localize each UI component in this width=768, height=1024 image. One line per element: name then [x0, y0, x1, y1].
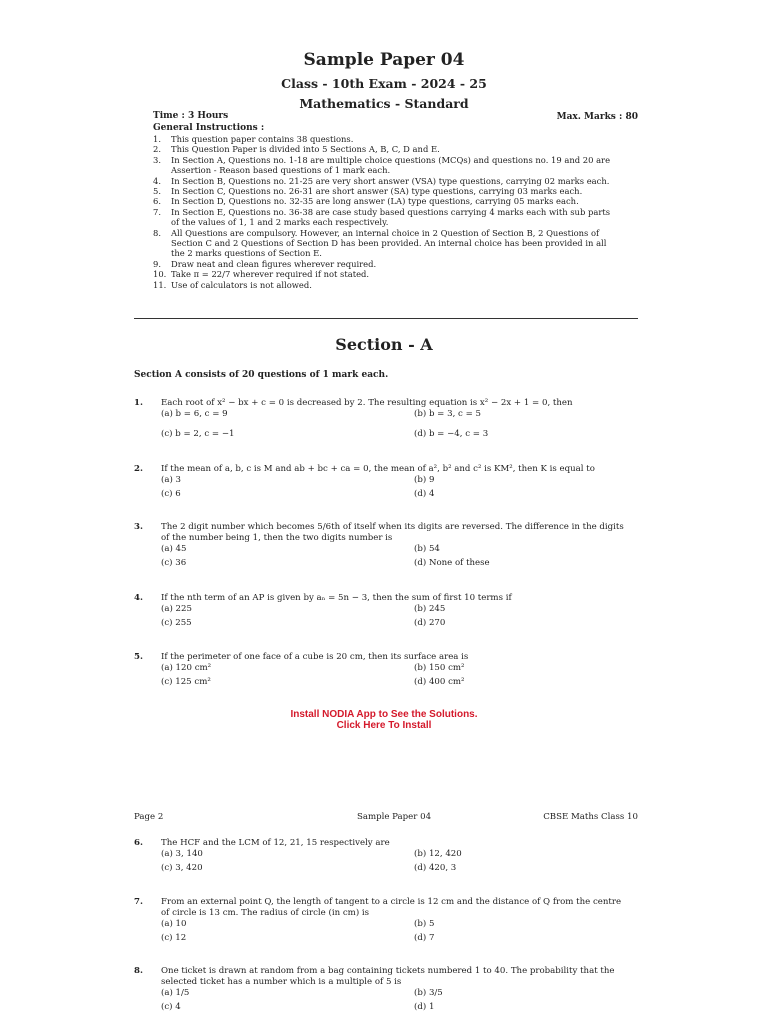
answer-option[interactable]: (b) 245 [414, 604, 446, 614]
answer-option[interactable]: (c) 12 [161, 933, 187, 943]
instruction-line [153, 165, 610, 175]
instruction-text: Assertion - Reason based questions of 1 mark each. [171, 165, 391, 176]
answer-option[interactable]: (b) 5 [414, 919, 435, 929]
instruction-line [153, 144, 610, 154]
answer-option[interactable]: (d) 1 [414, 1002, 435, 1012]
instruction-number: 9. [153, 258, 161, 269]
instruction-number: 10. [153, 269, 167, 280]
answer-option[interactable]: (a) 3 [161, 475, 182, 485]
instruction-line [153, 155, 610, 165]
instruction-text: In Section D, Questions no. 32-35 are long answer (LA) type questions, carrying 05 marks each. [171, 196, 579, 207]
instruction-text: This question paper contains 38 questions. [171, 134, 354, 144]
question-text: If the perimeter of one face of a cube is 20 cm, then its surface area is [161, 652, 469, 662]
question-number: 7. [134, 897, 143, 907]
instruction-text: Draw neat and clean figures wherever required. [171, 258, 377, 269]
instruction-number: 11. [153, 279, 167, 290]
answer-option[interactable]: (d) b = −4, c = 3 [414, 429, 489, 439]
instruction-text: of the values of 1, 1 and 2 marks each respectively. [171, 217, 389, 228]
divider [134, 318, 638, 319]
answer-option[interactable]: (a) 10 [161, 919, 187, 929]
instruction-text: All Questions are compulsory. However, an internal choice in 2 Question of Section B, 2 Questions of [171, 227, 600, 238]
answer-option[interactable]: (d) 4 [414, 489, 435, 499]
question-number: 2. [134, 464, 143, 474]
answer-option[interactable]: (d) 400 cm² [414, 677, 465, 687]
instruction-line [153, 176, 610, 186]
instruction-text: In Section A, Questions no. 1-18 are multiple choice questions (MCQs) and questions no. 19 and 20 are [171, 154, 611, 165]
answer-option[interactable]: (a) 1/5 [161, 988, 190, 998]
answer-option[interactable]: (d) 420, 3 [414, 863, 457, 873]
answer-option[interactable]: (b) 12, 420 [414, 849, 462, 859]
install-app-link[interactable] [0, 709, 768, 731]
instruction-number: 7. [153, 206, 161, 217]
instruction-line [153, 238, 610, 248]
instruction-line [153, 259, 610, 269]
instruction-line [153, 207, 610, 217]
section-note: Section A consists of 20 questions of 1 mark each. [134, 370, 389, 380]
answer-option[interactable]: (c) 4 [161, 1002, 181, 1012]
instruction-text: This Question Paper is divided into 5 Sections A, B, C, D and E. [171, 144, 440, 155]
instruction-text: the 2 marks questions of Section E. [171, 248, 322, 259]
question-text: Each root of x² − bx + c = 0 is decreased by 2. The resulting equation is x² − 2x + 1 = 0, then [161, 398, 573, 408]
question-text: of circle is 13 cm. The radius of circle (in cm) is [161, 908, 370, 918]
question-number: 1. [134, 398, 143, 408]
instruction-line [153, 134, 610, 144]
install-app-line1[interactable]: Install NODIA App to See the Solutions. [290, 709, 478, 720]
answer-option[interactable]: (a) 3, 140 [161, 849, 203, 859]
instruction-line [153, 186, 610, 196]
question-text: The HCF and the LCM of 12, 21, 15 respectively are [161, 838, 390, 848]
question-text: If the nth term of an AP is given by aₙ = 5n − 3, then the sum of first 10 terms if [161, 593, 512, 603]
instruction-line [153, 217, 610, 227]
answer-option[interactable]: (b) 9 [414, 475, 435, 485]
section-title: Section - A [335, 335, 433, 354]
instruction-text: Use of calculators is not allowed. [171, 279, 312, 290]
instruction-text: In Section E, Questions no. 36-38 are case study based questions carrying 4 marks each with sub parts [171, 206, 610, 217]
running-course: CBSE Maths Class 10 [543, 812, 638, 822]
answer-option[interactable]: (b) 3/5 [414, 988, 443, 998]
answer-option[interactable]: (c) 36 [161, 558, 187, 568]
instruction-line [153, 228, 610, 238]
answer-option[interactable]: (b) b = 3, c = 5 [414, 409, 481, 419]
question-text: The 2 digit number which becomes 5/6th of itself when its digits are reversed. The difference in the digits [161, 522, 624, 532]
instruction-line [153, 269, 610, 279]
instruction-number: 3. [153, 154, 161, 165]
answer-option[interactable]: (d) 270 [414, 618, 446, 628]
instruction-line [153, 280, 610, 290]
install-app-line2[interactable]: Click Here To Install [336, 720, 432, 731]
question-text: If the mean of a, b, c is M and ab + bc + ca = 0, the mean of a², b² and c² is KM², then K is equal to [161, 464, 595, 474]
question-number: 4. [134, 593, 143, 603]
answer-option[interactable]: (a) 225 [161, 604, 192, 614]
question-number: 5. [134, 652, 143, 662]
instruction-number: 6. [153, 196, 161, 207]
instructions-list [153, 134, 610, 290]
instruction-number: 1. [153, 134, 161, 144]
question-text: of the number being 1, then the two digits number is [161, 533, 393, 543]
answer-option[interactable]: (c) 255 [161, 618, 192, 628]
answer-option[interactable]: (d) 7 [414, 933, 435, 943]
instruction-number: 5. [153, 186, 161, 197]
answer-option[interactable]: (a) 120 cm² [161, 663, 212, 673]
answer-option[interactable]: (c) 125 cm² [161, 677, 211, 687]
instruction-text: Take π = 22/7 wherever required if not stated. [171, 269, 370, 280]
answer-option[interactable]: (b) 150 cm² [414, 663, 465, 673]
answer-option[interactable]: (a) 45 [161, 544, 187, 554]
question-number: 6. [134, 838, 143, 848]
instruction-number: 4. [153, 175, 161, 186]
paper-title: Sample Paper 04 [303, 50, 465, 70]
question-text: One ticket is drawn at random from a bag containing tickets numbered 1 to 40. The probability that the [161, 966, 615, 976]
question-text: From an external point Q, the length of tangent to a circle is 12 cm and the distance of Q from the centre [161, 897, 622, 907]
question-number: 3. [134, 522, 143, 532]
time-label: Time : 3 Hours [153, 111, 229, 121]
instruction-line [153, 248, 610, 258]
page-number: Page 2 [134, 812, 164, 822]
answer-option[interactable]: (c) b = 2, c = −1 [161, 429, 235, 439]
max-marks-label: Max. Marks : 80 [556, 112, 638, 122]
instruction-text: Section C and 2 Questions of Section D has been provided. An internal choice has been provided in all [171, 238, 607, 249]
question-number: 8. [134, 966, 143, 976]
instruction-text: In Section C, Questions no. 26-31 are short answer (SA) type questions, carrying 03 marks each. [171, 186, 583, 197]
instruction-line [153, 196, 610, 206]
question-text: selected ticket has a number which is a multiple of 5 is [161, 977, 402, 987]
answer-option[interactable]: (b) 54 [414, 544, 440, 554]
instruction-number: 2. [153, 144, 161, 155]
paper-subject: Mathematics - Standard [299, 96, 469, 111]
instruction-number: 8. [153, 227, 161, 238]
instructions-heading: General Instructions : [153, 123, 265, 133]
running-title: Sample Paper 04 [356, 812, 432, 822]
answer-option[interactable]: (a) b = 6, c = 9 [161, 409, 228, 419]
paper-subtitle: Class - 10th Exam - 2024 - 25 [281, 76, 487, 91]
instruction-text: In Section B, Questions no. 21-25 are very short answer (VSA) type questions, carrying 02 marks each. [171, 175, 610, 186]
answer-option[interactable]: (d) None of these [414, 558, 490, 568]
answer-option[interactable]: (c) 6 [161, 489, 181, 499]
answer-option[interactable]: (c) 3, 420 [161, 863, 203, 873]
